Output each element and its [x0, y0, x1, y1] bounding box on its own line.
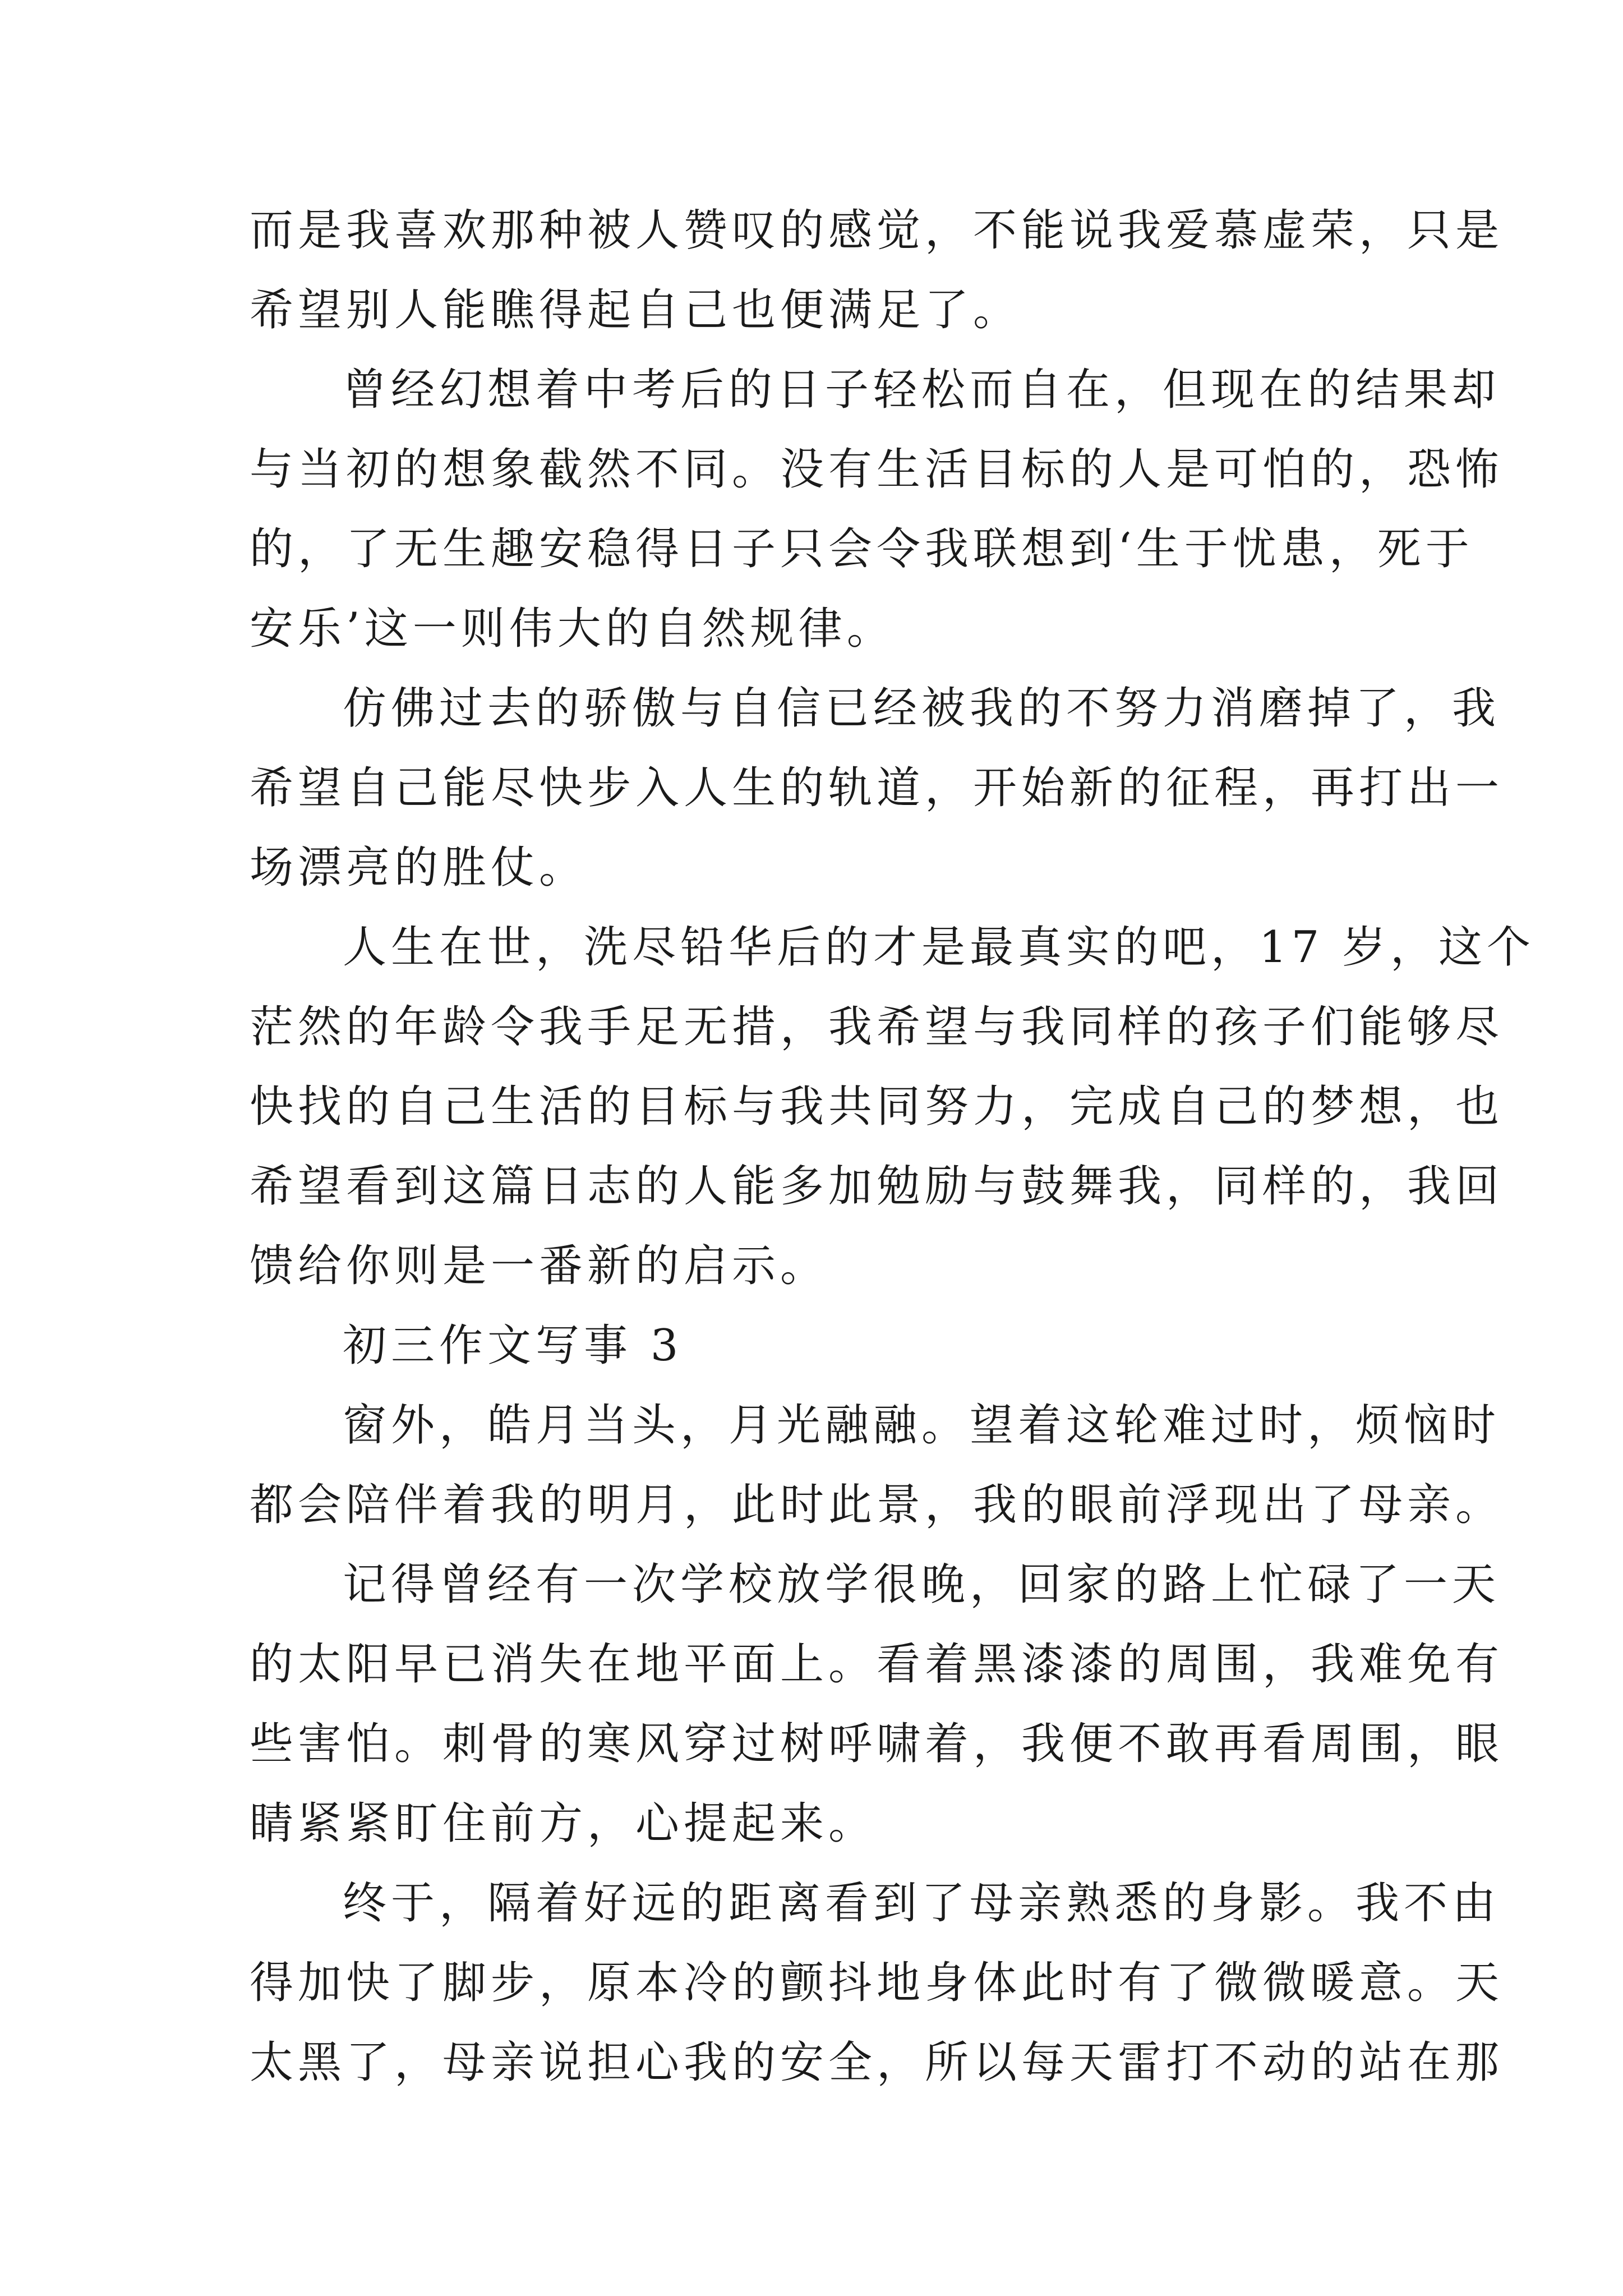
text-line: 安乐’这一则伟大的自然规律。 [250, 604, 895, 654]
text-line: 睛紧紧盯住前方，心提起来。 [250, 1798, 877, 1849]
text-line: 太黑了，母亲说担心我的安全，所以每天雷打不动的站在那 [250, 2037, 1504, 2088]
text-line: 终于，隔着好远的距离看到了母亲熟悉的身影。我不由 [343, 1878, 1501, 1929]
text-line: 茫然的年龄令我手足无措，我希望与我同样的孩子们能够尽 [250, 1002, 1504, 1052]
text-line: 场漂亮的胜仗。 [250, 843, 588, 893]
text-line: 希望自己能尽快步入人生的轨道，开始新的征程，再打出一 [250, 763, 1504, 813]
text-line: 记得曾经有一次学校放学很晚，回家的路上忙碌了一天 [343, 1559, 1501, 1610]
text-line: 希望别人能瞧得起自己也便满足了。 [250, 285, 1022, 335]
section-heading: 初三作文写事 3 [343, 1320, 683, 1371]
text-line: 快找的自己生活的目标与我共同努力，完成自己的梦想，也 [250, 1082, 1504, 1132]
text-line: 而是我喜欢那种被人赞叹的感觉，不能说我爱慕虚荣，只是 [250, 205, 1504, 256]
text-line: 曾经幻想着中考后的日子轻松而自在，但现在的结果却 [343, 365, 1501, 415]
document-body [250, 191, 1536, 2102]
text-line: 与当初的想象截然不同。没有生活目标的人是可怕的，恐怖 [250, 444, 1504, 495]
text-line: 馈给你则是一番新的启示。 [250, 1241, 829, 1291]
text-line: 仿佛过去的骄傲与自信已经被我的不努力消磨掉了，我 [343, 683, 1501, 734]
text-line: 人生在世，洗尽铅华后的才是最真实的吧，17 岁，这个 [343, 922, 1536, 973]
text-line: 都会陪伴着我的明月，此时此景，我的眼前浮现出了母亲。 [250, 1480, 1504, 1530]
text-line: 得加快了脚步，原本冷的颤抖地身体此时有了微微暖意。天 [250, 1958, 1504, 2008]
text-line: 窗外，皓月当头，月光融融。望着这轮难过时，烦恼时 [343, 1400, 1501, 1451]
text-line: 希望看到这篇日志的人能多加勉励与鼓舞我，同样的，我回 [250, 1161, 1504, 1212]
text-line: 的，了无生趣安稳得日子只会令我联想到‘生于忧患，死于 [250, 524, 1474, 574]
text-line: 的太阳早已消失在地平面上。看着黑漆漆的周围，我难免有 [250, 1639, 1504, 1690]
text-line: 些害怕。刺骨的寒风穿过树呼啸着，我便不敢再看周围，眼 [250, 1719, 1504, 1769]
